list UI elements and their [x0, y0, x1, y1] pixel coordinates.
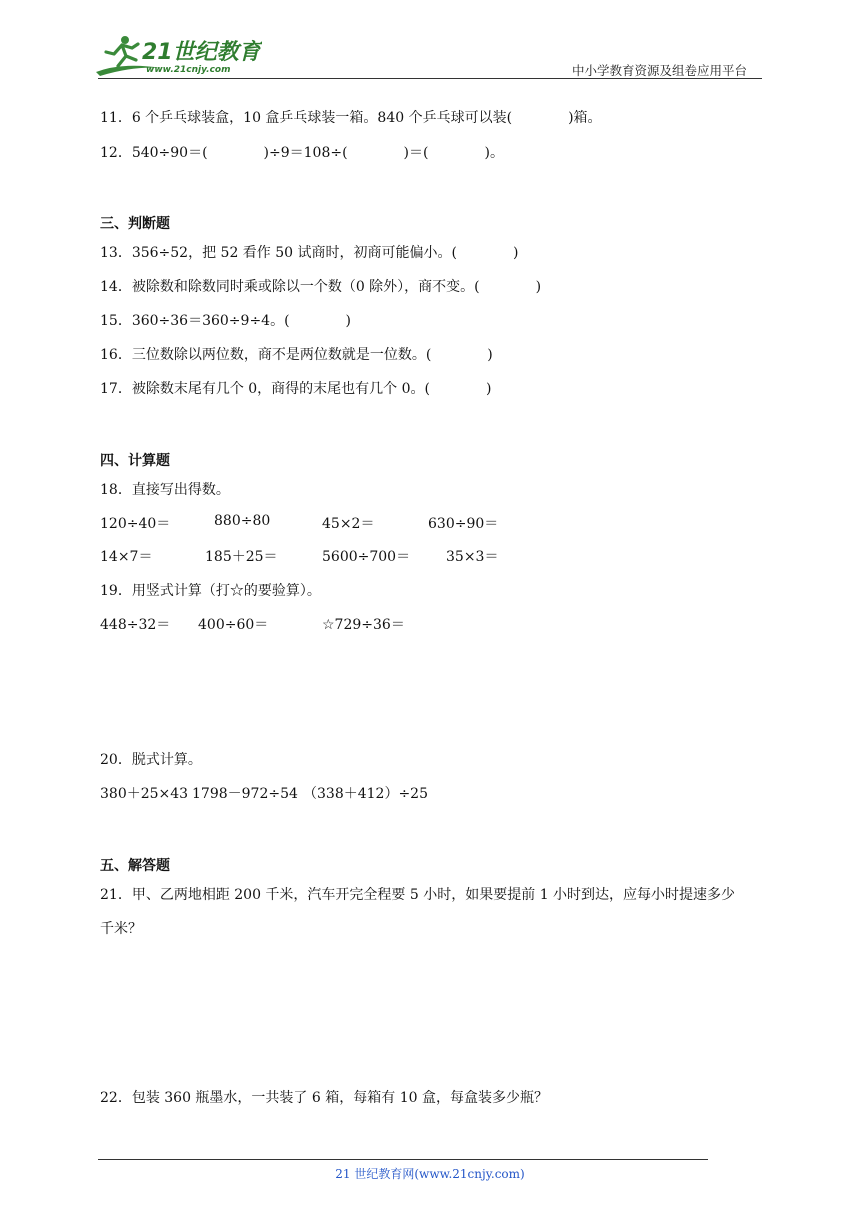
question-15: 15．360÷36＝360÷9÷4。( )	[100, 313, 352, 329]
calc-item: 880÷80	[214, 513, 271, 529]
section-title-word-problems: 五、解答题	[100, 858, 170, 874]
footer-link[interactable]: 21 世纪教育网(www.21cnjy.com)	[335, 1167, 525, 1181]
stepwise-calc-item: （338＋412）÷25	[303, 786, 428, 802]
question-18: 18．直接写出得数。	[100, 482, 230, 498]
header-platform-text: 中小学教育资源及组卷应用平台	[572, 63, 748, 78]
question-20: 20．脱式计算。	[100, 752, 202, 768]
question-13: 13．356÷52，把 52 看作 50 试商时，初商可能偏小。( )	[100, 245, 519, 261]
calc-item: 14×7＝	[100, 549, 153, 565]
question-22: 22．包装 360 瓶墨水，一共装了 6 箱，每箱有 10 盒，每盒装多少瓶？	[100, 1090, 548, 1106]
question-17: 17．被除数末尾有几个 0，商得的末尾也有几个 0。( )	[100, 381, 492, 397]
question-21-line2: 千米？	[100, 921, 142, 937]
question-21-line1: 21．甲、乙两地相距 200 千米，汽车开完全程要 5 小时，如果要提前 1 小时到达，应每小时提速多少	[100, 887, 736, 903]
calc-item: 120÷40＝	[100, 516, 171, 532]
vertical-calc-item: 448÷32＝	[100, 617, 171, 633]
section-title-calculation: 四、计算题	[100, 453, 170, 469]
header-divider	[98, 78, 762, 79]
section-title-judgement: 三、判断题	[100, 216, 170, 232]
calc-item: 35×3＝	[446, 549, 499, 565]
svg-text:21世纪教育: 21世纪教育	[142, 40, 261, 65]
site-logo	[92, 32, 262, 80]
calc-item: 5600÷700＝	[322, 549, 411, 565]
calc-item: 185＋25＝	[205, 549, 278, 565]
vertical-calc-item: 400÷60＝	[198, 617, 269, 633]
question-11: 11．6 个乒乓球装盒，10 盒乒乓球装一箱。840 个乒乓球可以装( )箱。	[100, 110, 602, 126]
stepwise-calc-item: 1798－972÷54	[192, 786, 298, 802]
question-16: 16．三位数除以两位数，商不是两位数就是一位数。( )	[100, 347, 493, 363]
runner-logo-icon	[92, 32, 262, 80]
calc-item: 630÷90＝	[428, 516, 499, 532]
question-14: 14．被除数和除数同时乘或除以一个数（0 除外），商不变。( )	[100, 279, 542, 295]
footer-divider	[98, 1159, 708, 1160]
calc-item: 45×2＝	[322, 516, 375, 532]
vertical-calc-item: ☆729÷36＝	[322, 617, 405, 633]
stepwise-calc-item: 380＋25×43	[100, 786, 189, 802]
question-19: 19．用竖式计算（打☆的要验算）。	[100, 583, 321, 599]
question-12: 12．540÷90＝( )÷9＝108÷( )＝( )。	[100, 145, 504, 161]
svg-text:www.21cnjy.com: www.21cnjy.com	[146, 65, 231, 75]
